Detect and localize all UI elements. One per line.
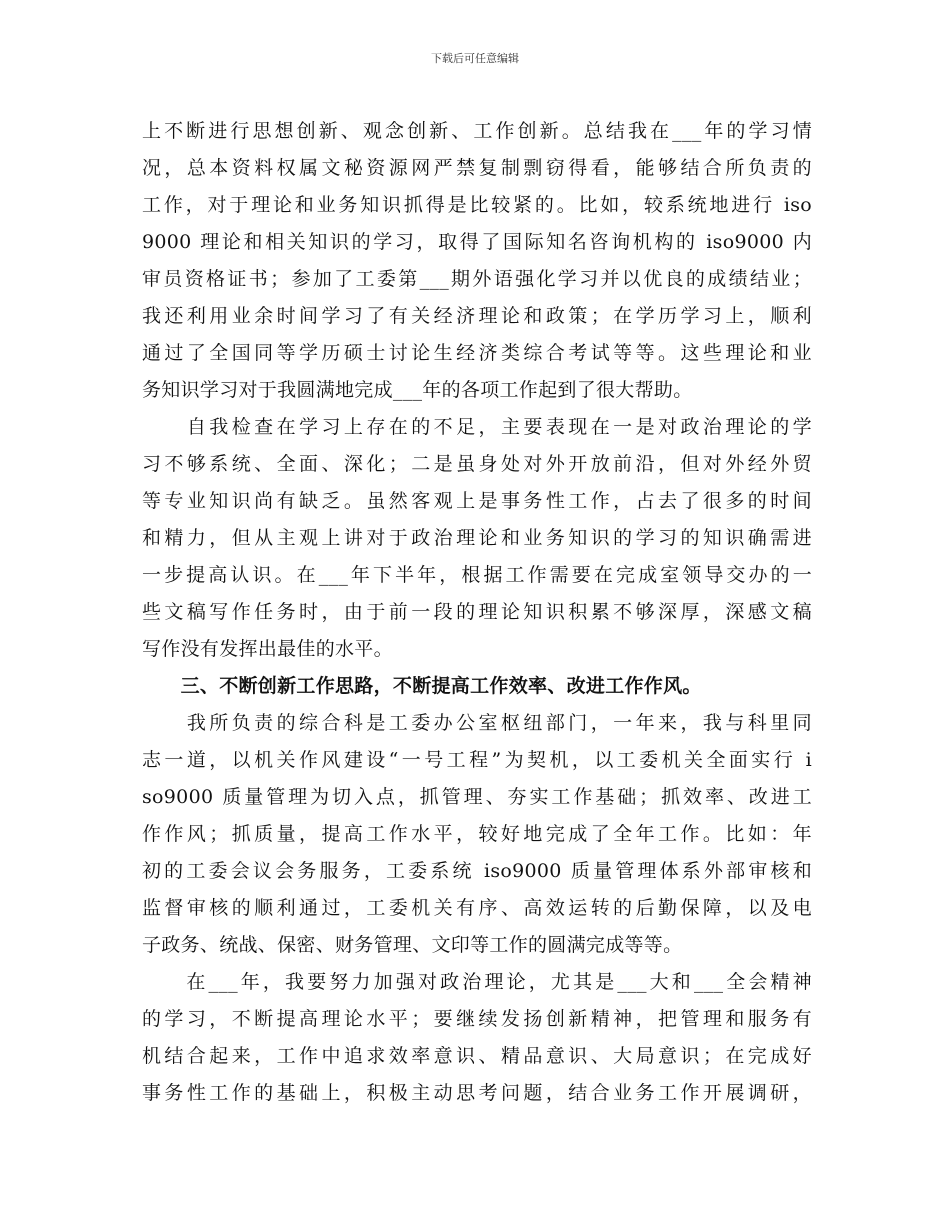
text-line: 和精力，但从主观上讲对于政治理论和业务知识的学习的知识确需进 xyxy=(142,527,812,549)
text-line: 在___年，我要努力加强对政治理论，尤其是___大和___全会精神 xyxy=(142,971,812,993)
section-heading: 三、不断创新工作思路，不断提高工作效率、改进工作作风。 xyxy=(142,675,702,697)
text-line: 写作没有发挥出最佳的水平。 xyxy=(142,638,393,660)
text-line: 监督审核的顺利通过，工委机关有序、高效运转的后勤保障，以及电 xyxy=(142,897,812,919)
text-line: 我还利用业余时间学习了有关经济理论和政策；在学历学习上，顺利 xyxy=(142,305,812,327)
text-line: 作作风；抓质量，提高工作水平，较好地完成了全年工作。比如：年 xyxy=(142,823,812,845)
text-line: 工作，对于理论和业务知识抓得是比较紧的。比如，较系统地进行 iso xyxy=(142,194,812,216)
document-body xyxy=(142,113,812,1112)
text-line: 志一道，以机关作风建设“一号工程”为契机，以工委机关全面实行 i xyxy=(142,749,812,771)
text-line: 我所负责的综合科是工委办公室枢纽部门，一年来，我与科里同 xyxy=(142,712,812,734)
page-header: 下载后可任意编辑 xyxy=(431,52,519,65)
text-line: 通过了全国同等学历硕士讨论生经济类综合考试等等。这些理论和业 xyxy=(142,342,812,364)
text-line: 9000 理论和相关知识的学习，取得了国际知名咨询机构的 iso9000 内 xyxy=(142,231,812,253)
text-line: 务知识学习对于我圆满地完成___年的各项工作起到了很大帮助。 xyxy=(142,379,693,401)
text-line: 习不够系统、全面、深化；二是虽身处对外开放前沿，但对外经外贸 xyxy=(142,453,812,475)
text-line: 事务性工作的基础上，积极主动思考问题，结合业务工作开展调研， xyxy=(142,1082,812,1104)
text-line: so9000 质量管理为切入点，抓管理、夯实工作基础；抓效率、改进工 xyxy=(142,786,812,808)
text-line: 审员资格证书；参加了工委第___期外语强化学习并以优良的成绩结业； xyxy=(142,268,812,290)
text-line: 机结合起来，工作中追求效率意识、精品意识、大局意识；在完成好 xyxy=(142,1045,812,1067)
text-line: 况，总本资料权属文秘资源网严禁复制剽窃得看，能够结合所负责的 xyxy=(142,157,812,179)
text-line: 初的工委会议会务服务，工委系统 iso9000 质量管理体系外部审核和 xyxy=(142,860,812,882)
text-line: 一步提高认识。在___年下半年，根据工作需要在完成室领导交办的一 xyxy=(142,564,812,586)
text-line: 等专业知识尚有缺乏。虽然客观上是事务性工作，占去了很多的时间 xyxy=(142,490,812,512)
text-line: 的学习，不断提高理论水平；要继续发扬创新精神，把管理和服务有 xyxy=(142,1008,812,1030)
text-line: 上不断进行思想创新、观念创新、工作创新。总结我在___年的学习情 xyxy=(142,120,812,142)
text-line: 些文稿写作任务时，由于前一段的理论知识积累不够深厚，深感文稿 xyxy=(142,601,812,623)
text-line: 子政务、统战、保密、财务管理、文印等工作的圆满完成等等。 xyxy=(142,934,683,956)
text-line: 自我检查在学习上存在的不足，主要表现在一是对政治理论的学 xyxy=(142,416,812,438)
